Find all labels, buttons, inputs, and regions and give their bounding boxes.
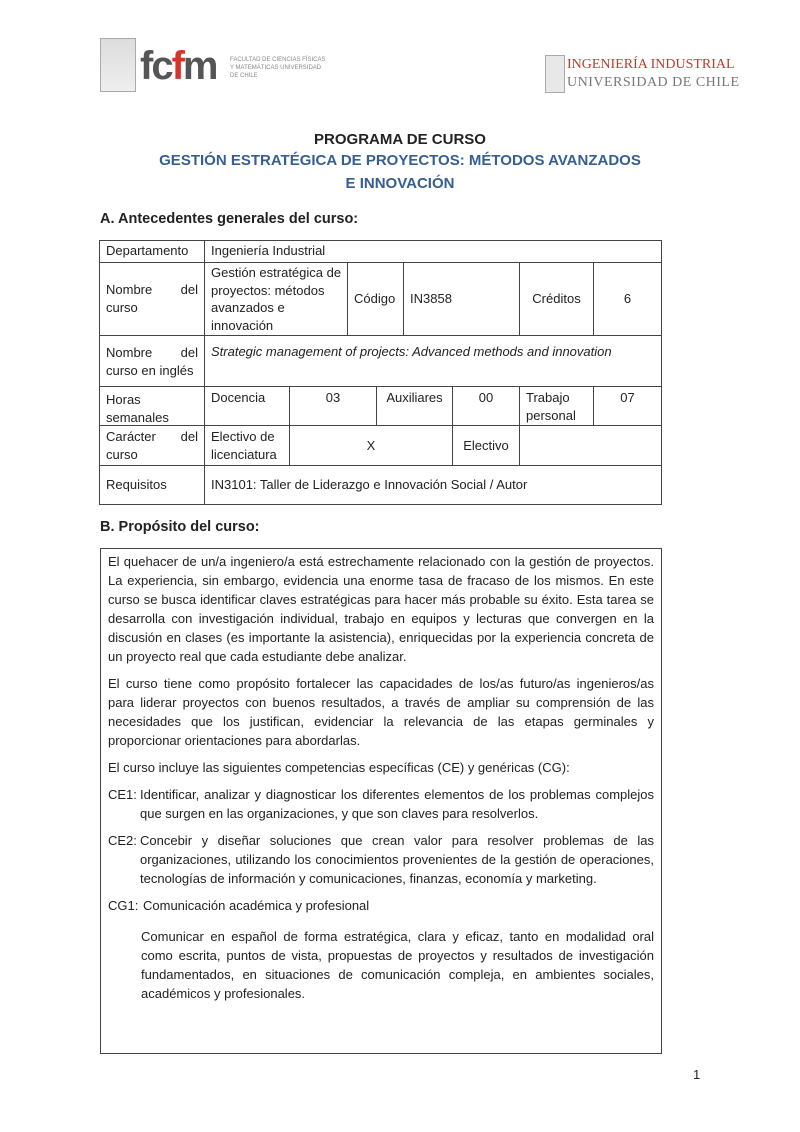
label-electivo: Electivo [452,425,520,466]
value-creditos: 6 [593,262,662,336]
label-creditos: Créditos [519,262,594,336]
cg1-description: Comunicar en español de forma estratégica, clara y eficaz, tanto en modalidad oral como escrita, puntos de vista, propuestas de proyectos y resultados de investigación fundamentados, en situaciones de comunicación compleja, en ambientes sociales, académicos y profesionales. [141,929,654,1001]
purpose-paragraph-2: El curso tiene como propósito fortalecer las capacidades de los/as futuro/as ingenieros/as para liderar proyectos con buenos resultados, a través de ampliar su comprensión de las necesidades que los justifican, evidenciar la relevancia de las etapas germinales y proporcionar orientaciones para abordarlas. [108,676,654,748]
value-trabajo: 07 [593,386,662,426]
label-caracter [99,425,205,466]
ingenieria-industrial-logo: INGENIERÍA INDUSTRIAL UNIVERSIDAD DE CHILE [545,55,705,95]
label-caracter-text: Carácter del curso [106,429,198,462]
section-b-heading: B. Propósito del curso: [100,519,260,535]
competency-key: CE1: [108,787,137,802]
course-title-line2: E INNOVACIÓN [345,175,455,192]
label-requisitos: Requisitos [99,465,205,505]
competency-key: CE2: [108,833,137,848]
label-nombre [99,262,205,336]
value-requisitos: IN3101: Taller de Liderazgo e Innovación Social / Autor [204,465,662,505]
purpose-paragraph-3: El curso incluye las siguientes competencias específicas (CE) y genéricas (CG): [108,760,570,775]
value-codigo: IN3858 [403,262,520,336]
university-crest-icon [100,38,136,92]
label-codigo: Código [347,262,404,336]
label-trabajo: Trabajo personal [519,386,594,426]
fcfm-logo: fcfm FACULTAD DE CIENCIAS FÍSICAS Y MATEMÁTICAS UNIVERSIDAD DE CHILE [100,38,340,93]
value-docencia: 03 [289,386,377,426]
label-auxiliares: Auxiliares [376,386,453,426]
value-departamento: Ingeniería Industrial [204,240,662,263]
section-a-heading: A. Antecedentes generales del curso: [100,211,359,227]
value-nombre: Gestión estratégica de proyectos: métodos avanzados e innovación [204,262,348,336]
label-ingles-text: Nombre del curso en inglés [106,345,198,378]
competency-text: Comunicación académica y profesional [143,898,370,913]
label-nombre-text: Nombre del curso [106,282,198,315]
label-electivo-licenciatura: Electivo de licenciatura [204,425,290,466]
competency-ce1 [108,785,654,823]
purpose-box [100,548,662,1054]
value-electivo [519,425,662,466]
value-auxiliares: 00 [452,386,520,426]
competency-ce2 [108,831,654,888]
label-horas: Horas semanales [99,386,205,426]
purpose-paragraph-1: El quehacer de un/a ingeniero/a está estrechamente relacionado con la gestión de proyectos. La experiencia, sin embargo, evidencia una enorme tasa de fracaso de los mismos. En este curso se busca identificar claves estratégicas para hacer más probable su éxito. Esta tarea se desarrolla con investigación individual, trabajo en equipos y lecturas que convergen en la discusión en clases (es importante la asistencia), enriquecidas por la experiencia concreta de un proyecto real que cada estudiante debe analizar. [108,554,654,664]
label-docencia: Docencia [204,386,290,426]
competency-text: Concebir y diseñar soluciones que crean valor para resolver problemas de las organizaciones, utilizando los conocimientos provenientes de la gestión de operaciones, tecnologías de información y comunicaciones, finanzas, economía y marketing. [140,833,654,886]
label-ingles [99,335,205,387]
document-kicker: PROGRAMA DE CURSO [314,131,486,148]
label-departamento: Departamento [99,240,205,263]
value-ingles: Strategic management of projects: Advanced methods and innovation [204,335,662,387]
competency-cg1 [108,896,654,915]
page-number: 1 [693,1067,701,1082]
value-electivo-licenciatura: X [289,425,453,466]
university-crest-icon [545,55,565,93]
course-title-line1: GESTIÓN ESTRATÉGICA DE PROYECTOS: MÉTODOS AVANZADOS [159,152,641,169]
competency-text: Identificar, analizar y diagnosticar los diferentes elementos de los problemas complejos que surgen en las organizaciones, y que son claves para resolverlos. [140,787,654,821]
competency-key: CG1: [108,898,139,913]
